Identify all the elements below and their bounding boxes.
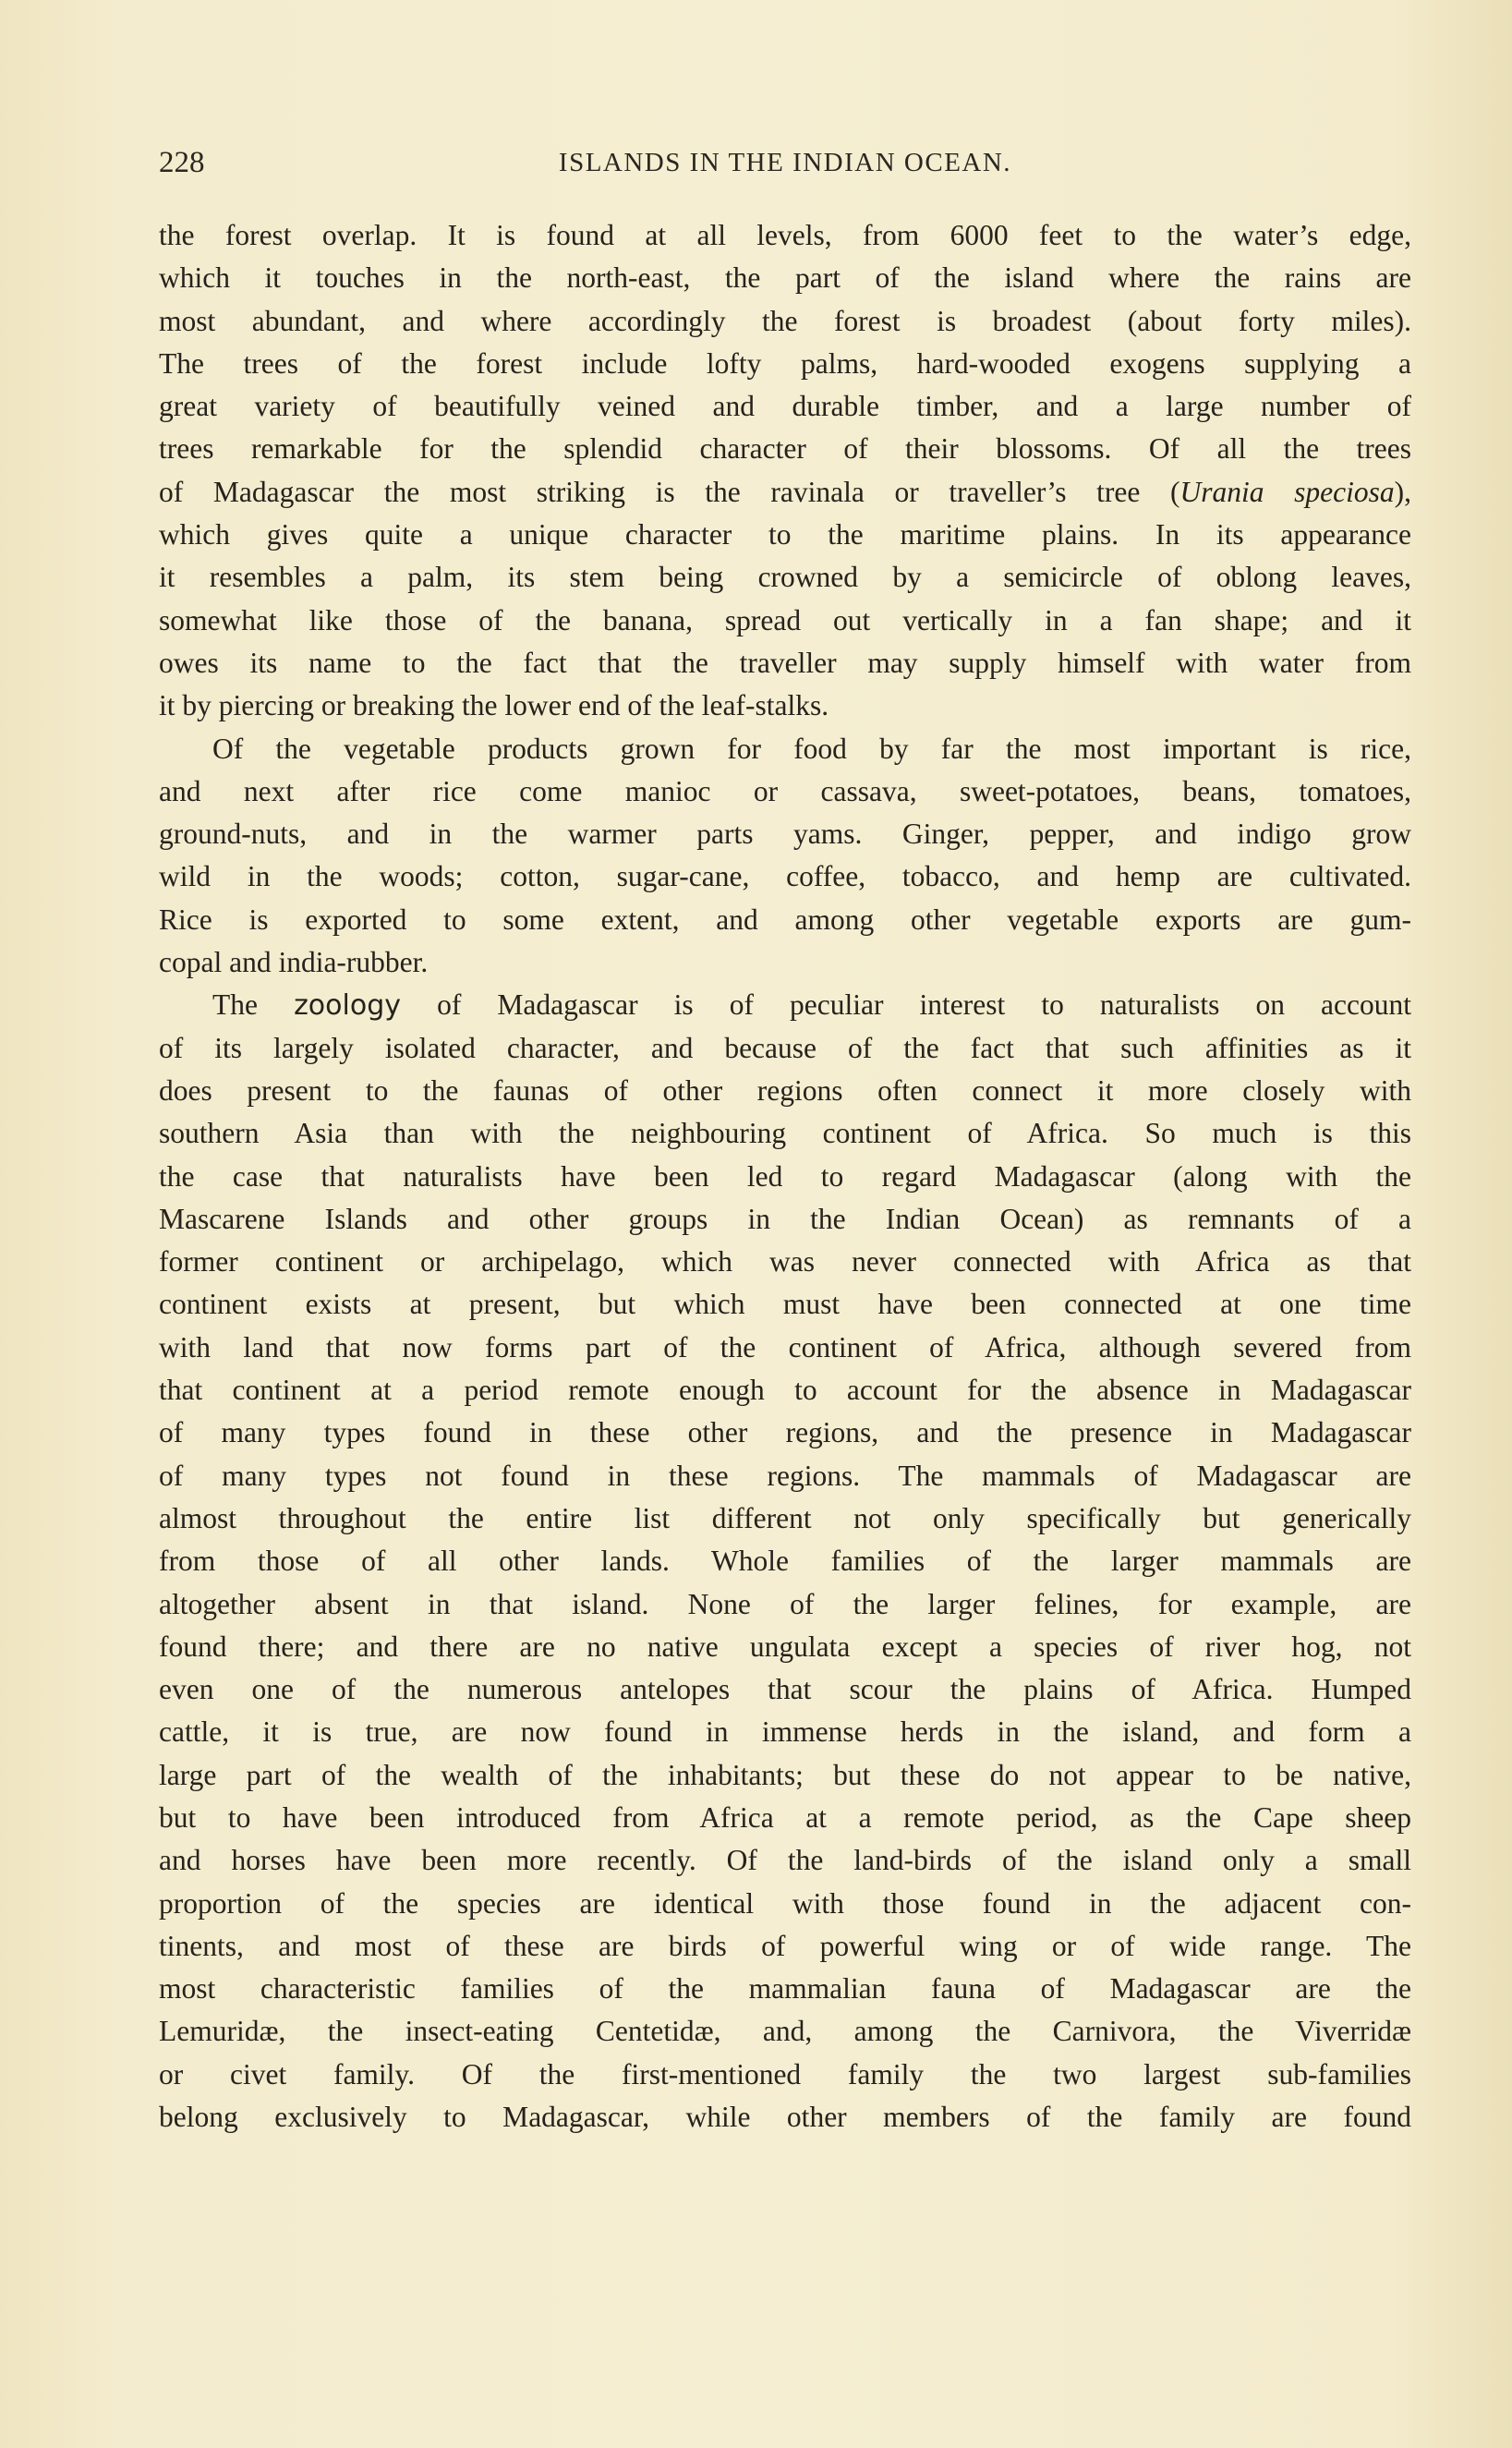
text-line: great variety of beautifully veined and durable timber, and a large number of — [159, 390, 1411, 423]
text-line: Rice is exported to some extent, and among other vegetable exports are gum- — [159, 903, 1411, 936]
text-line: Mascarene Islands and other groups in the Indian Ocean) as remnants of a — [159, 1202, 1411, 1235]
body-text — [159, 214, 1411, 2139]
text-line: and horses have been more recently. Of the land-birds of the island only a small — [159, 1844, 1411, 1877]
text-line: which it touches in the north-east, the part of the island where the rains are — [159, 261, 1411, 295]
text-line: or civet family. Of the first-mentioned family the two largest sub-families — [159, 2057, 1411, 2090]
text-line: southern Asia than with the neighbouring continent of Africa. So much is this — [159, 1117, 1411, 1150]
page-header — [159, 146, 1411, 192]
text-line: belong exclusively to Madagascar, while other members of the family are found — [159, 2101, 1411, 2134]
text-line: with land that now forms part of the continent of Africa, although severed from — [159, 1330, 1411, 1363]
text-line: even one of the numerous antelopes that scour the plains of Africa. Humped — [159, 1673, 1411, 1706]
text-line: does present to the faunas of other regions often connect it more closely with — [159, 1073, 1411, 1107]
text-line: former continent or archipelago, which was never connected with Africa as that — [159, 1245, 1411, 1279]
running-title: ISLANDS IN THE INDIAN OCEAN. — [558, 148, 1012, 177]
text-line: it resembles a palm, its stem being crowned by a semicircle of oblong leaves, — [159, 561, 1411, 594]
text-line: proportion of the species are identical with those found in the adjacent con- — [159, 1886, 1411, 1920]
text-line: of many types not found in these regions. The mammals of Madagascar are — [159, 1459, 1411, 1492]
text-line: copal and india-rubber. — [159, 946, 429, 979]
section-keyword: zoology — [294, 989, 402, 1023]
text-line: of Madagascar the most striking is the ravinala or traveller’s tree (Urania speciosa), — [159, 475, 1411, 508]
text-line: continent exists at present, but which must have been connected at one time — [159, 1288, 1411, 1321]
text-line: that continent at a period remote enough to account for the absence in Madagascar — [159, 1374, 1411, 1407]
text-line: The trees of the forest include lofty palms, hard-wooded exogens supplying a — [159, 346, 1411, 380]
text-line: altogether absent in that island. None of the larger felines, for example, are — [159, 1587, 1411, 1620]
text-line: most abundant, and where accordingly the forest is broadest (about forty miles). — [159, 304, 1411, 337]
text-line: ground-nuts, and in the warmer parts yams. Ginger, pepper, and indigo grow — [159, 818, 1411, 851]
text-line: of many types found in these other regions, and the presence in Madagascar — [159, 1416, 1411, 1449]
text-line: which gives quite a unique character to the maritime plains. In its appearance — [159, 518, 1411, 551]
text-line: but to have been introduced from Africa at a remote period, as the Cape sheep — [159, 1800, 1411, 1834]
text-line: the case that naturalists have been led to regard Madagascar (along with the — [159, 1159, 1411, 1193]
text-line: owes its name to the fact that the traveller may supply himself with water from — [159, 646, 1411, 679]
text-line: The zoology of Madagascar is of peculiar interest to naturalists on account — [212, 988, 1411, 1023]
text-line: large part of the wealth of the inhabitants; but these do not appear to be native, — [159, 1758, 1411, 1791]
text-line: tinents, and most of these are birds of powerful wing or of wide range. The — [159, 1929, 1411, 1962]
text-line: most characteristic families of the mammalian fauna of Madagascar are the — [159, 1972, 1411, 2006]
text-line: it by piercing or breaking the lower end of the leaf-stalks. — [159, 689, 829, 722]
text-line: almost throughout the entire list different not only specifically but generically — [159, 1501, 1411, 1534]
text-line: somewhat like those of the banana, spread out vertically in a fan shape; and it — [159, 603, 1411, 636]
text-line: of its largely isolated character, and because of the fact that such affinities as it — [159, 1031, 1411, 1064]
text-line: wild in the woods; cotton, sugar-cane, coffee, tobacco, and hemp are cultivated. — [159, 860, 1411, 893]
text-line: from those of all other lands. Whole families of the larger mammals are — [159, 1545, 1411, 1578]
text-line: the forest overlap. It is found at all levels, from 6000 feet to the water’s edge, — [159, 219, 1411, 251]
text-line: Of the vegetable products grown for food by far the most important is rice, — [212, 732, 1411, 765]
page-number: 228 — [159, 146, 205, 179]
text-line: cattle, it is true, are now found in immense herds in the island, and form a — [159, 1715, 1411, 1749]
italic-species-name: Urania speciosa — [1179, 475, 1395, 508]
text-line: and next after rice come manioc or cassava, sweet-potatoes, beans, tomatoes, — [159, 774, 1411, 807]
text-line: Lemuridæ, the insect-eating Centetidæ, and, among the Carnivora, the Viverridæ — [159, 2015, 1411, 2048]
text-line: trees remarkable for the splendid character of their blossoms. Of all the trees — [159, 432, 1411, 466]
text-line: found there; and there are no native ungulata except a species of river hog, not — [159, 1630, 1411, 1663]
